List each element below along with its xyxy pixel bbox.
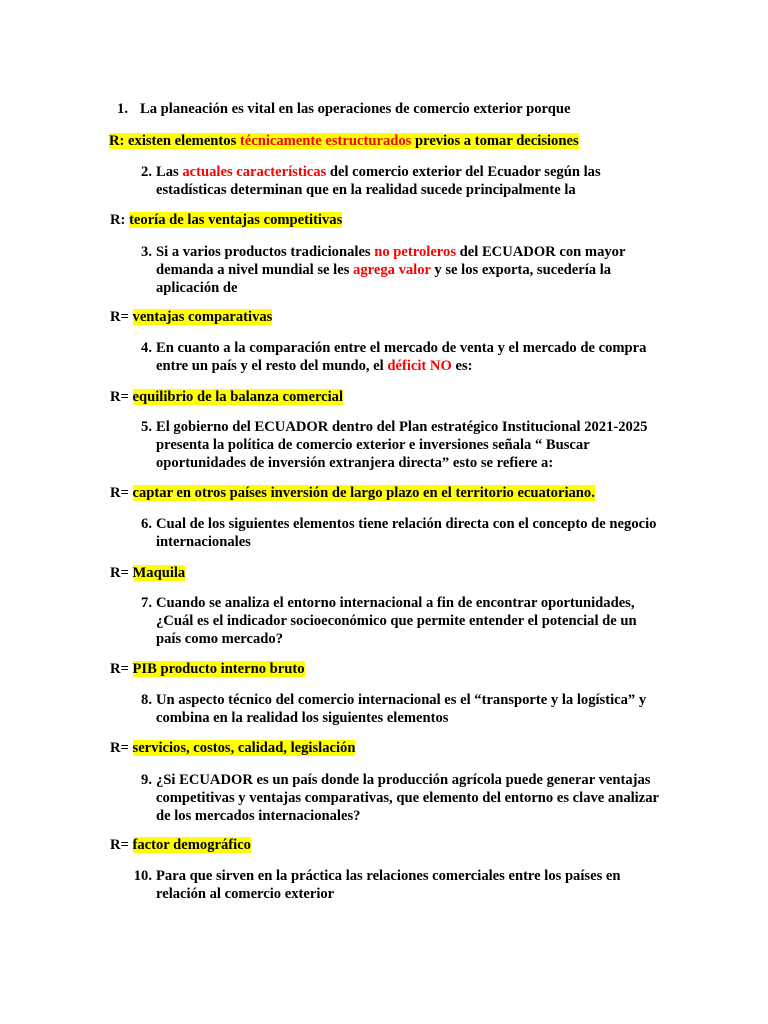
question-number: 7. — [141, 595, 152, 611]
answer-2: R: teoría de las ventajas competitivas — [110, 212, 343, 228]
question-3 — [116, 243, 661, 297]
emphasis-text: déficit NO — [387, 358, 452, 374]
question-4 — [116, 339, 661, 375]
question-text: Para que sirven en la práctica las relaciones comerciales entre los países en relación al comercio exterior — [156, 868, 621, 902]
answer-highlight: R: existen elementos técnicamente estructurados previos a tomar decisiones — [109, 133, 579, 149]
question-number: 8. — [141, 692, 152, 708]
answer-highlight: factor demográfico — [132, 837, 251, 853]
question-number: 3. — [141, 244, 152, 260]
answer-highlight: teoría de las ventajas competitivas — [129, 212, 343, 228]
answer-4: R= equilibrio de la balanza comercial — [110, 389, 344, 405]
question-number: 9. — [141, 772, 152, 788]
question-number: 4. — [141, 340, 152, 356]
question-text: Cuando se analiza el entorno internacional a fin de encontrar oportunidades, ¿Cuál es el indicador socioeconómico que permite entender el potencial de un país como mercado? — [156, 595, 637, 647]
question-5 — [116, 418, 661, 472]
question-number: 10. — [133, 868, 152, 884]
question-number: 2. — [141, 164, 152, 180]
question-number: 5. — [141, 419, 152, 435]
answer-highlight: servicios, costos, calidad, legislación — [132, 740, 356, 756]
emphasis-text: técnicamente estructurados — [239, 133, 412, 149]
answer-highlight: equilibrio de la balanza comercial — [132, 389, 344, 405]
answer-highlight: Maquila — [132, 565, 186, 581]
answer-3: R= ventajas comparativas — [110, 309, 273, 325]
answer-highlight: captar en otros países inversión de largo plazo en el territorio ecuatoriano. — [132, 485, 595, 501]
question-8 — [116, 691, 661, 727]
question-7 — [116, 594, 661, 648]
emphasis-text: no petroleros — [374, 244, 456, 260]
answer-7: R= PIB producto interno bruto — [110, 661, 305, 677]
question-9 — [116, 771, 661, 825]
answer-highlight: ventajas comparativas — [132, 309, 273, 325]
answer-5: R= captar en otros países inversión de largo plazo en el territorio ecuatoriano. — [110, 485, 595, 501]
question-text: Cual de los siguientes elementos tiene relación directa con el concepto de negocio internacionales — [156, 516, 657, 550]
question-number: 6. — [141, 516, 152, 532]
answer-highlight: PIB producto interno bruto — [132, 661, 305, 677]
question-text: Un aspecto técnico del comercio internacional es el “transporte y la logística” y combina en la realidad los siguientes elementos — [156, 692, 647, 726]
answer-8: R= servicios, costos, calidad, legislación — [110, 740, 356, 756]
answer-9: R= factor demográfico — [110, 837, 251, 853]
emphasis-text: actuales características — [182, 164, 327, 180]
question-1 — [96, 100, 696, 118]
question-text: Las actuales características del comercio exterior del Ecuador según las estadísticas determinan que en la realidad sucede principalmente la — [156, 164, 601, 198]
question-text: El gobierno del ECUADOR dentro del Plan estratégico Institucional 2021-2025 presenta la política de comercio exterior e inversiones señala “ Buscar oportunidades de inversión extranjera directa” esto se refiere a: — [156, 419, 648, 471]
question-2 — [116, 163, 661, 199]
question-text: La planeación es vital en las operaciones de comercio exterior porque — [140, 101, 571, 117]
question-10 — [116, 867, 661, 903]
question-text: En cuanto a la comparación entre el mercado de venta y el mercado de compra entre un país y el resto del mundo, el déficit NO es: — [156, 340, 647, 374]
question-text: Si a varios productos tradicionales no petroleros del ECUADOR con mayor demanda a nivel mundial se les agrega valor y se los exporta, sucedería la aplicación de — [156, 244, 626, 296]
question-6 — [116, 515, 661, 551]
answer-6: R= Maquila — [110, 565, 186, 581]
answer-1 — [109, 132, 579, 150]
question-text: ¿Si ECUADOR es un país donde la producción agrícola puede generar ventajas competitivas y ventajas comparativas, que elemento del entorno es clave analizar de los mercados internacionales? — [156, 772, 659, 824]
emphasis-text: agrega valor — [353, 262, 431, 278]
question-number: 1. — [117, 101, 128, 117]
